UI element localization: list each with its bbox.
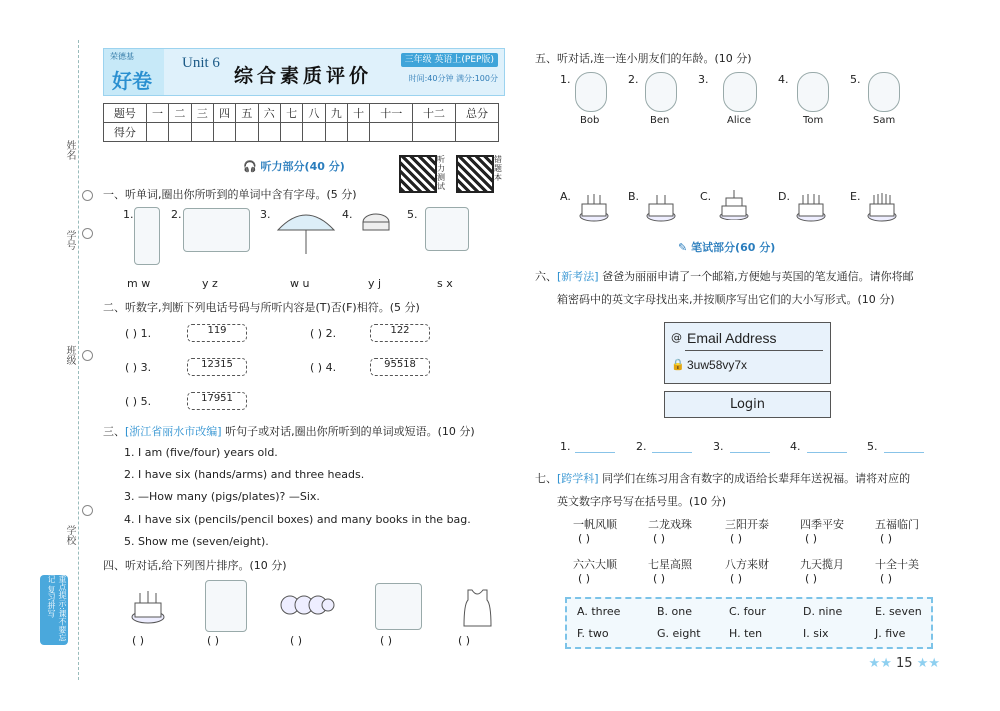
balloons-picture: [280, 583, 335, 628]
ben-avatar: [645, 72, 677, 112]
choice-item: F. two: [577, 627, 609, 640]
name-label: 姓名: [64, 140, 75, 160]
school-label: 学校: [64, 525, 75, 545]
idiom: 五福临门: [875, 518, 919, 531]
birthday-cake-picture: [130, 585, 166, 627]
source-tag: [浙江省丽水市改编]: [125, 425, 222, 438]
question-3-title: 三、[浙江省丽水市改编] 听句子或对话,圈出你所听到的单词或短语。(10 分): [103, 425, 475, 438]
answer-line[interactable]: [575, 440, 615, 453]
email-login-card: [664, 322, 831, 384]
binding-hole: [82, 228, 93, 239]
cake-icon: [718, 188, 750, 223]
cake-icon: [578, 190, 610, 225]
table-row: 题号 一 二 三 四 五 六 七 八 九 十 十一 十二 总分: [104, 104, 499, 123]
choice-item: B. one: [657, 605, 693, 618]
answer-line[interactable]: [730, 440, 770, 453]
umbrella-picture: [276, 208, 336, 258]
letter-choice[interactable]: y z: [202, 277, 218, 290]
cake-icon: [645, 190, 677, 225]
score-cell[interactable]: [236, 123, 258, 142]
question-5-title: 五、听对话,连一连小朋友们的年龄。(10 分): [535, 52, 752, 65]
cut-line: [78, 40, 79, 680]
answer-line[interactable]: [652, 440, 692, 453]
child-name: Alice: [727, 115, 752, 126]
idiom: 九天揽月: [800, 558, 844, 571]
score-cell[interactable]: [325, 123, 347, 142]
sentence-item[interactable]: 3. —How many (pigs/plates)? —Six.: [124, 490, 320, 503]
idiom: 八方来财: [725, 558, 769, 571]
score-cell[interactable]: [280, 123, 302, 142]
water-bottle-picture: [134, 207, 160, 265]
idiom: 三阳开泰: [725, 518, 769, 531]
fox-picture: [425, 207, 469, 251]
qr-label: 听力测试: [437, 155, 445, 191]
zoo-picture: [183, 208, 250, 252]
letter-choice[interactable]: m w: [127, 277, 151, 290]
phone-number-box: 119: [187, 324, 247, 342]
score-cell[interactable]: [455, 123, 498, 142]
score-table: [103, 103, 499, 142]
idiom: 七星高照: [648, 558, 692, 571]
source-tag: [跨学科]: [557, 472, 599, 485]
page-title: 综合素质评价: [234, 65, 373, 87]
score-cell[interactable]: [347, 123, 369, 142]
choices-box: [565, 597, 933, 649]
question-2-title: 二、听数字,判断下列电话号码与所听内容是(T)否(F)相符。(5 分): [103, 301, 420, 314]
header-banner: [103, 48, 505, 96]
cake-icon: [866, 190, 898, 225]
phone-number-box: 122: [370, 324, 430, 342]
question-4-title: 四、听对话,给下列图片排序。(10 分): [103, 559, 287, 572]
choice-item: E. seven: [875, 605, 922, 618]
score-cell[interactable]: [303, 123, 325, 142]
sentence-item[interactable]: 4. I have six (pencils/pencil boxes) and many books in the bag.: [124, 513, 471, 526]
phone-number-box: 12315: [187, 358, 247, 376]
score-cell[interactable]: [413, 123, 456, 142]
sam-avatar: [868, 72, 900, 112]
logo: 荣德基 好卷: [104, 49, 164, 95]
pencil-icon: ✎: [678, 241, 688, 254]
password-field[interactable]: 3uw58vy7x: [687, 358, 748, 372]
qr-code-icon[interactable]: [456, 155, 494, 193]
letter-choice[interactable]: w u: [290, 277, 310, 290]
tom-avatar: [797, 72, 829, 112]
qr-label: 错题本: [494, 155, 502, 182]
headphone-icon: 🎧: [243, 160, 257, 173]
grade-badge: 三年级 英语上(PEP版): [401, 53, 498, 67]
score-cell[interactable]: [370, 123, 413, 142]
binding-hole: [82, 190, 93, 201]
score-cell[interactable]: [191, 123, 213, 142]
time-info: 时间:40分钟 满分:100分: [408, 74, 498, 83]
cake-icon: [795, 190, 827, 225]
star-icon: ★★: [868, 656, 892, 671]
idiom: 十全十美: [875, 558, 919, 571]
child-name: Tom: [803, 115, 824, 126]
table-row: 得分: [104, 123, 499, 142]
class-label: 班级: [64, 345, 75, 365]
binding-margin: [0, 0, 100, 711]
idiom: 六六大顺: [573, 558, 617, 571]
binding-hole: [82, 505, 93, 516]
letter-choice[interactable]: s x: [437, 277, 453, 290]
alice-avatar: [723, 72, 757, 112]
letter-choice[interactable]: y j: [368, 277, 382, 290]
page-number: ★★ 15 ★★: [868, 656, 940, 671]
score-cell[interactable]: [169, 123, 191, 142]
sentence-item[interactable]: 1. I am (five/four) years old.: [124, 446, 278, 459]
choice-item: H. ten: [729, 627, 763, 640]
star-icon: ★★: [916, 656, 940, 671]
choice-item: A. three: [577, 605, 621, 618]
children-picture: [375, 583, 422, 630]
number-label: 学号: [64, 230, 75, 250]
choice-item: I. six: [803, 627, 829, 640]
choice-item: G. eight: [657, 627, 701, 640]
qr-code-icon[interactable]: [399, 155, 437, 193]
yoyo-picture: [360, 210, 392, 240]
divider: [685, 350, 823, 351]
answer-line[interactable]: [884, 440, 924, 453]
answer-line[interactable]: [807, 440, 847, 453]
score-cell[interactable]: [146, 123, 168, 142]
at-icon: @: [671, 331, 682, 344]
writing-section-title: ✎ 笔试部分(60 分): [678, 241, 776, 254]
unit-label: Unit 6: [182, 55, 220, 71]
score-cell[interactable]: [213, 123, 235, 142]
lock-icon: 🔒: [671, 358, 685, 371]
girl-picture: [205, 580, 247, 632]
question-6-title: 六、[新考法] 爸爸为丽丽申请了一个邮箱,方便她与英国的笔友通信。请你将邮: [535, 270, 914, 283]
idiom: 四季平安: [800, 518, 844, 531]
sentence-item[interactable]: 5. Show me (seven/eight).: [124, 535, 269, 548]
choice-item: D. nine: [803, 605, 843, 618]
bob-avatar: [575, 72, 607, 112]
sentence-item[interactable]: 2. I have six (hands/arms) and three heads.: [124, 468, 365, 481]
question-7-title: 七、[跨学科] 同学们在练习用含有数字的成语给长辈拜年送祝福。请将对应的: [535, 472, 911, 485]
idiom: 二龙戏珠: [648, 518, 692, 531]
idiom: 一帆风顺: [573, 518, 617, 531]
binding-hole: [82, 350, 93, 361]
email-field-label: Email Address: [687, 330, 777, 346]
login-button[interactable]: Login: [664, 391, 831, 418]
tip-badge: 重点提示:课不要忘记 复习拼写: [40, 575, 68, 645]
vest-picture: [460, 588, 495, 628]
phone-number-box: 17951: [187, 392, 247, 410]
child-name: Bob: [580, 115, 600, 126]
choice-item: J. five: [875, 627, 906, 640]
question-1-title: 一、听单词,圈出你所听到的单词中含有字母。(5 分): [103, 188, 357, 201]
source-tag: [新考法]: [557, 270, 599, 283]
listening-section-title: 🎧 听力部分(40 分): [243, 160, 345, 173]
child-name: Ben: [650, 115, 670, 126]
phone-number-box: 95518: [370, 358, 430, 376]
choice-item: C. four: [729, 605, 766, 618]
score-cell[interactable]: [258, 123, 280, 142]
child-name: Sam: [873, 115, 896, 126]
